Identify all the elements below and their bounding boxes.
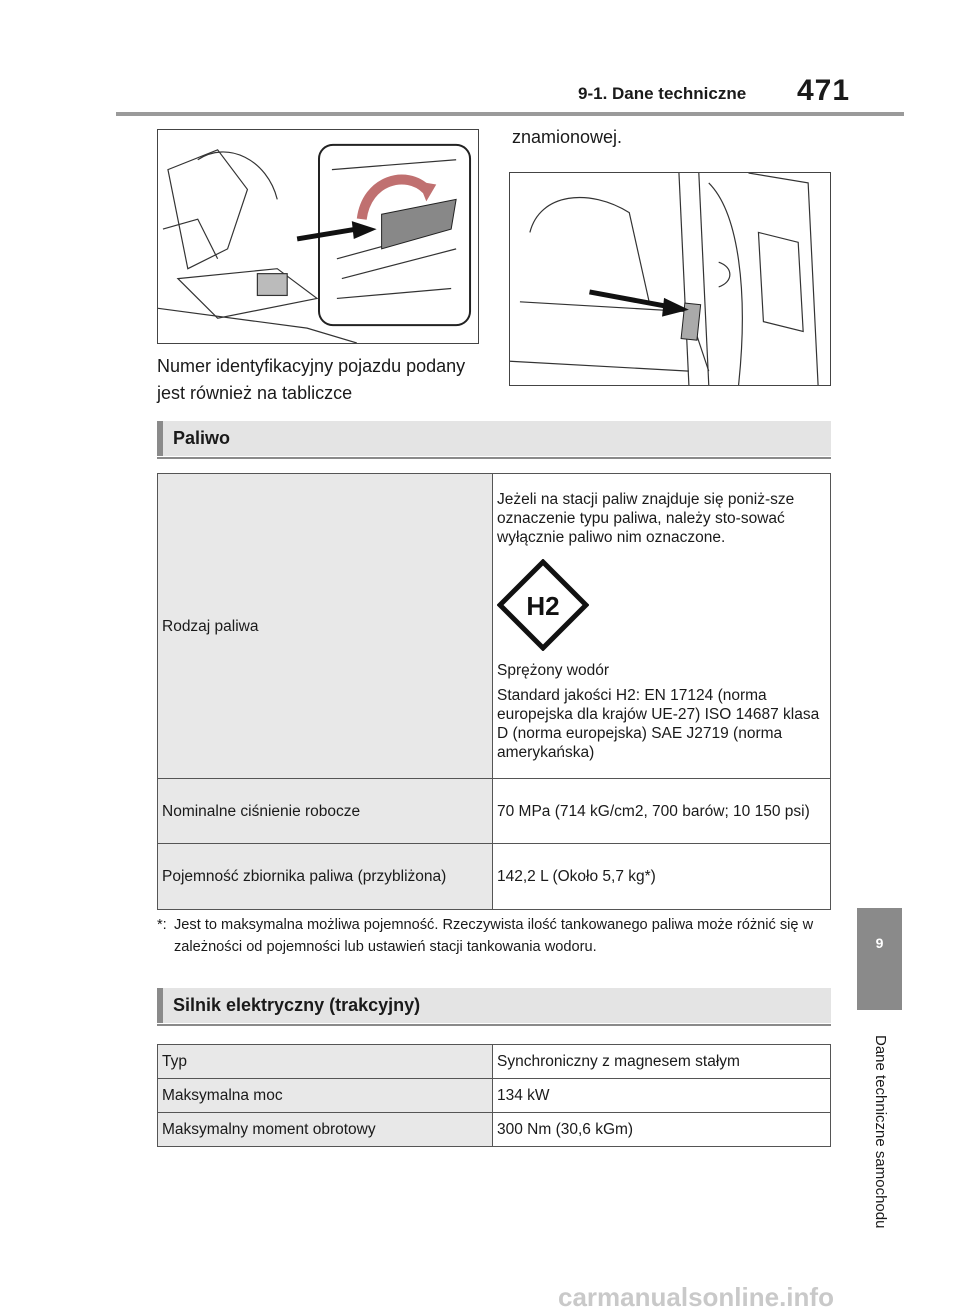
table-row xyxy=(158,1045,831,1079)
fuel-standards: Standard jakości H2: EN 17124 (norma europejska dla krajów UE-27) ISO 14687 klasa D (norma europejska) SAE J2719 (norma amerykańska) xyxy=(497,687,820,761)
fuel-spec-table xyxy=(157,473,831,910)
tank-capacity-value: 142,2 L (Około 5,7 kg*) xyxy=(493,844,831,910)
tank-capacity-label: Pojemność zbiornika paliwa (przybliżona) xyxy=(158,844,493,910)
chapter-tab-label xyxy=(860,1035,900,1229)
max-power-label: Maksymalna moc xyxy=(158,1079,493,1113)
chapter-tab[interactable]: 9 xyxy=(857,908,902,1010)
motor-spec-table xyxy=(157,1044,831,1147)
max-torque-label: Maksymalny moment obrotowy xyxy=(158,1113,493,1147)
pressure-label: Nominalne ciśnienie robocze xyxy=(158,779,493,844)
svg-text:H2: H2 xyxy=(526,591,560,621)
fuel-type-label: Rodzaj paliwa xyxy=(158,474,493,779)
table-row xyxy=(158,1113,831,1147)
footnote-mark: *: xyxy=(157,917,167,933)
fuel-type-value xyxy=(493,474,831,779)
chapter-label-text: Dane techniczne samochodu xyxy=(872,1035,889,1229)
vin-caption-continued: znamionowej. xyxy=(512,127,623,147)
fuel-footnote xyxy=(157,914,847,958)
vin-caption: Numer identyfikacyjny pojazdu podany jest również na tabliczce xyxy=(157,356,466,403)
table-row xyxy=(158,779,831,844)
max-torque-value: 300 Nm (30,6 kGm) xyxy=(493,1113,831,1147)
vin-location-door-pillar-illustration xyxy=(509,172,831,386)
motor-type-label: Typ xyxy=(158,1045,493,1079)
motor-section-heading: Silnik elektryczny (trakcyjny) xyxy=(157,988,831,1023)
watermark: carmanualsonline.info xyxy=(558,1282,834,1312)
max-power-value: 134 kW xyxy=(493,1079,831,1113)
motor-type-value: Synchroniczny z magnesem stałym xyxy=(493,1045,831,1079)
header-rule xyxy=(116,112,904,116)
table-row xyxy=(158,1079,831,1113)
vin-location-floor-illustration xyxy=(157,129,479,344)
pressure-value: 70 MPa (714 kG/cm2, 700 barów; 10 150 psi) xyxy=(493,779,831,844)
fuel-type-intro: Jeżeli na stacji paliw znajduje się poniż-sze oznaczenie typu paliwa, należy sto-sować wyłącznie paliwo nim oznaczone. xyxy=(497,491,795,546)
table-row xyxy=(158,844,831,910)
h2-fuel-sign-icon xyxy=(497,559,589,651)
table-row xyxy=(158,474,831,779)
fuel-section-heading: Paliwo xyxy=(157,421,831,456)
fuel-name: Sprężony wodór xyxy=(497,662,610,679)
header-section-title: 9-1. Dane techniczne xyxy=(578,84,747,103)
page-number: 471 xyxy=(797,74,851,107)
footnote-text: Jest to maksymalna możliwa pojemność. Rzeczywista ilość tankowanego paliwa może różnić się w zależności od pojemności lub ustawień stacji tankowania wodoru. xyxy=(174,917,814,955)
